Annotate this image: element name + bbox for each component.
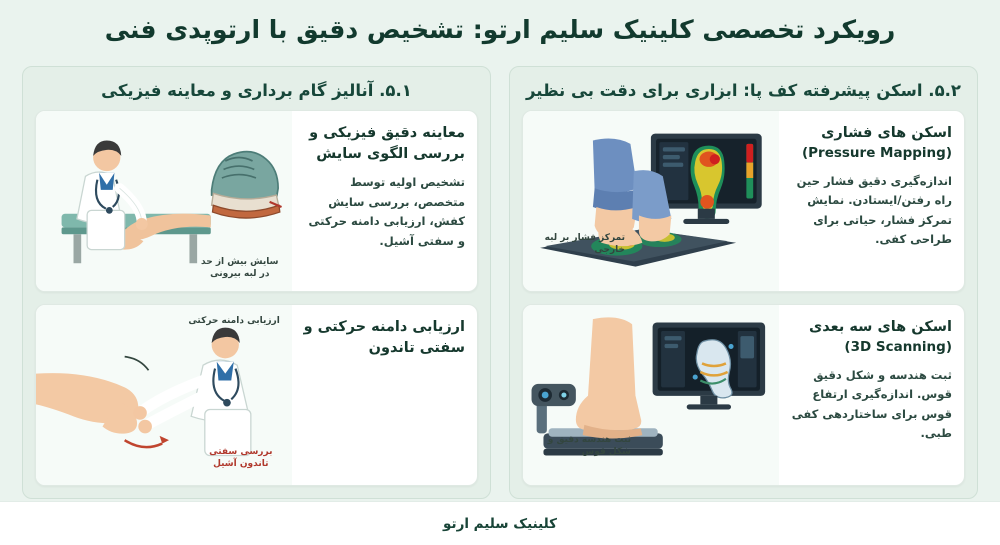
illustration-pressure-mat: [523, 111, 779, 291]
card-pressure-mapping-text: [779, 111, 964, 291]
card-3d-scanning-title: [789, 317, 952, 358]
illustration-3d-scanner: [523, 305, 779, 485]
column-heading-gait: ۵.۱. آنالیز گام برداری و معاینه فیزیکی: [101, 81, 412, 100]
card-physical-exam-title: معاینه دقیق فیزیکی و بررسی الگوی سایش: [309, 125, 465, 163]
caption-rom: ارزیابی دامنه حرکتی: [188, 316, 280, 326]
column-advanced-scan: [509, 66, 978, 499]
card-range-of-motion[interactable]: [35, 304, 478, 486]
page-title: [0, 14, 1000, 47]
footer-brand: کلینیک سلیم ارتو: [443, 515, 557, 532]
caption-shoe-wear: سایش بیش از حد در لبه بیرونی: [201, 256, 279, 280]
card-pressure-mapping-title: [789, 123, 952, 164]
card-pressure-mapping-title-en: (Pressure Mapping): [801, 145, 952, 162]
card-3d-scanning-text: [779, 305, 964, 485]
cards-gait: [35, 110, 478, 486]
card-3d-scanning-title-fa: اسکن های سه بعدی: [809, 319, 952, 335]
illustration-doctor-exam: [36, 111, 292, 291]
columns-container: [22, 66, 978, 499]
column-heading-scan: ۵.۲. اسکن پیشرفته کف پا: ابزاری برای دقت بی نظیر: [525, 81, 961, 100]
column-gait-analysis: [22, 66, 491, 499]
card-range-of-motion-text: [292, 305, 477, 485]
card-pressure-mapping-body: اندازه‌گیری دقیق فشار حین راه رفتن/ایستادن. نمایش تمرکز فشار، حیاتی برای طراحی کفی.: [796, 173, 952, 247]
card-pressure-mapping-title-fa: اسکن های فشاری: [821, 125, 952, 141]
caption-achilles-stiffness: بررسی سفتی تاندون آشیل: [209, 446, 273, 470]
card-3d-scanning[interactable]: [522, 304, 965, 486]
pressure-mat-svg: [523, 111, 779, 291]
card-physical-exam-text: [292, 111, 477, 291]
card-physical-exam-body: تشخیص اولیه توسط متخصص، بررسی سایش کفش، ارزیابی دامنه حرکتی و سفتی آشیل.: [308, 175, 465, 248]
caption-pressure-focus: تمرکز فشار بر لبه خارجی: [544, 232, 626, 256]
card-3d-scanning-title-en: (3D Scanning): [844, 339, 952, 356]
footer-bar: [0, 501, 1000, 545]
page-title-text: رویکرد تخصصی کلینیک سلیم ارتو: تشخیص دقیق با ارتوپدی فنی: [104, 15, 896, 44]
card-pressure-mapping[interactable]: [522, 110, 965, 292]
card-range-of-motion-title: ارزیابی دامنه حرکتی و سفتی تاندون: [303, 319, 465, 357]
caption-arch-geometry: ثبت هندسه دقیق و شکل قوس: [547, 434, 632, 458]
cards-scan: [522, 110, 965, 486]
card-3d-scanning-body: ثبت هندسه و شکل دقیق قوس. اندازه‌گیری ارتفاع قوس برای ساختاردهی کفی طبی.: [791, 367, 952, 441]
illustration-rom-exam: [36, 305, 292, 485]
card-physical-exam[interactable]: [35, 110, 478, 292]
